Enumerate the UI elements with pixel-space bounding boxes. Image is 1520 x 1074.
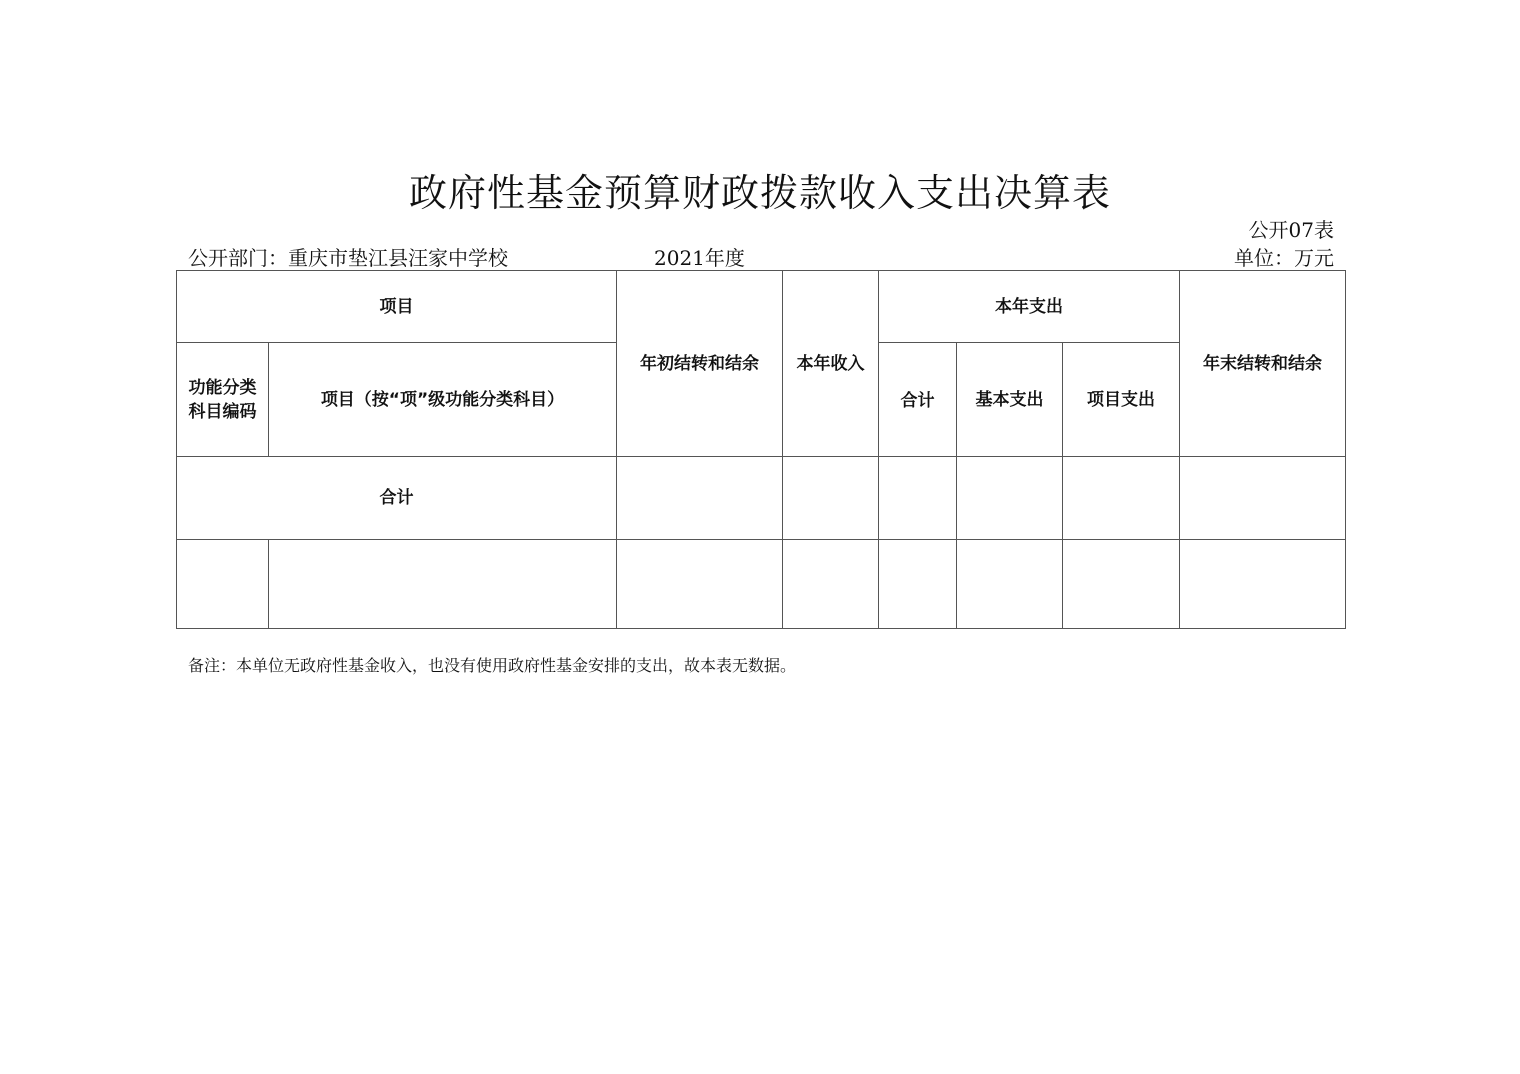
header-end-balance: 年末结转和结余 — [1180, 271, 1346, 457]
unit-label: 单位：万元 — [1234, 246, 1334, 270]
header-expense: 本年支出 — [879, 271, 1180, 343]
header-basic-expense: 基本支出 — [957, 343, 1063, 457]
row-begin-balance-cell — [617, 540, 783, 629]
total-basic-expense-cell — [957, 457, 1063, 540]
total-income-cell — [783, 457, 879, 540]
fiscal-year: 2021年度 — [654, 246, 745, 270]
department-label: 公开部门：重庆市垫江县汪家中学校 — [188, 246, 508, 270]
header-func-code-text: 功能分类科目编码 — [188, 377, 257, 422]
header-func-code — [177, 343, 269, 457]
row-expense-total-cell — [879, 540, 957, 629]
row-func-code-cell — [177, 540, 269, 629]
total-row — [177, 457, 1346, 540]
page-title: 政府性基金预算财政拨款收入支出决算表 — [408, 171, 1111, 215]
meta-row — [188, 242, 1334, 268]
total-end-balance-cell — [1180, 457, 1346, 540]
row-income-cell — [783, 540, 879, 629]
header-item: 项目 — [177, 271, 617, 343]
total-expense-total-cell — [879, 457, 957, 540]
header-row-1 — [177, 271, 1346, 343]
row-end-balance-cell — [1180, 540, 1346, 629]
total-project-expense-cell — [1063, 457, 1180, 540]
header-item-detail: 项目（按“项”级功能分类科目） — [269, 343, 617, 457]
header-project-expense: 项目支出 — [1063, 343, 1180, 457]
footnote: 备注：本单位无政府性基金收入，也没有使用政府性基金安排的支出，故本表无数据。 — [188, 656, 797, 675]
row-item-cell — [269, 540, 617, 629]
table-row — [177, 540, 1346, 629]
header-income: 本年收入 — [783, 271, 879, 457]
report-table — [176, 270, 1346, 629]
row-project-expense-cell — [1063, 540, 1180, 629]
form-number: 公开07表 — [1248, 218, 1334, 242]
header-begin-balance: 年初结转和结余 — [617, 271, 783, 457]
total-row-label: 合计 — [177, 457, 617, 540]
total-begin-balance-cell — [617, 457, 783, 540]
row-basic-expense-cell — [957, 540, 1063, 629]
header-expense-total: 合计 — [879, 343, 957, 457]
